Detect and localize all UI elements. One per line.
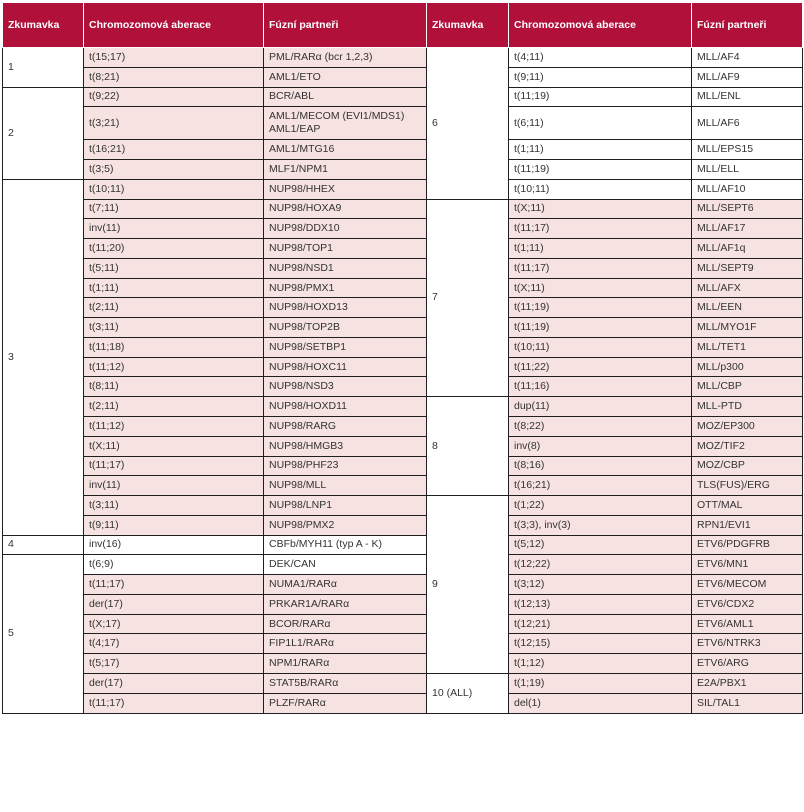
partners-cell: NUP98/LNP1 — [264, 496, 427, 516]
aberration-cell: t(9;22) — [84, 87, 264, 107]
aberration-cell-right: t(11;19) — [509, 318, 692, 338]
aberration-cell-right: t(11;19) — [509, 160, 692, 180]
table-row — [3, 298, 803, 318]
fusion-gene-table — [2, 2, 803, 812]
aberration-cell: t(11;17) — [84, 575, 264, 595]
aberration-cell: t(X;17) — [84, 614, 264, 634]
table-row — [3, 417, 803, 437]
partners-cell-right: MOZ/EP300 — [692, 417, 803, 437]
partners-cell-right: MOZ/TIF2 — [692, 436, 803, 456]
partners-cell-right: ETV6/NTRK3 — [692, 634, 803, 654]
partners-cell-right: ETV6/PDGFRB — [692, 535, 803, 555]
partners-cell-right: MLL/AF4 — [692, 48, 803, 68]
partners-cell: AML1/MECOM (EVI1/MDS1) AML1/EAP — [264, 107, 427, 140]
table-row — [3, 654, 803, 674]
aberration-cell: t(15;17) — [84, 48, 264, 68]
table-row — [3, 160, 803, 180]
aberration-cell-right: t(1;11) — [509, 239, 692, 259]
tube-cell: 3 — [3, 179, 84, 535]
partners-cell: NUP98/HOXD13 — [264, 298, 427, 318]
partners-cell-right: ETV6/AML1 — [692, 614, 803, 634]
aberration-cell-right: t(3;3), inv(3) — [509, 515, 692, 535]
partners-cell-right: TLS(FUS)/ERG — [692, 476, 803, 496]
partners-cell: NUP98/TOP2B — [264, 318, 427, 338]
partners-cell: NUP98/PHF23 — [264, 456, 427, 476]
aberration-cell-right: t(1;19) — [509, 673, 692, 693]
table-row — [3, 792, 803, 812]
aberration-cell-right: t(X;11) — [509, 278, 692, 298]
aberration-cell-right: del(1) — [509, 693, 692, 713]
partners-cell-right: ETV6/ARG — [692, 654, 803, 674]
header-partners: Fúzní partneři — [264, 3, 427, 48]
tube-cell: 5 — [3, 555, 84, 713]
partners-cell-right: MLL/CBP — [692, 377, 803, 397]
partners-cell-right: MLL/ENL — [692, 87, 803, 107]
tube-cell-right: 8 — [427, 397, 509, 496]
partners-cell-right: MLL/p300 — [692, 357, 803, 377]
aberration-cell: inv(11) — [84, 219, 264, 239]
partners-cell: NUP98/SETBP1 — [264, 337, 427, 357]
aberration-cell-right: t(10;11) — [509, 179, 692, 199]
partners-cell: STAT5B/RARα — [264, 673, 427, 693]
table-row — [3, 436, 803, 456]
partners-cell: PML/RARα (bcr 1,2,3) — [264, 48, 427, 68]
table-row — [3, 258, 803, 278]
tube-cell-right: 6 — [427, 48, 509, 200]
header-row — [3, 3, 803, 48]
aberration-cell-right: t(12;21) — [509, 614, 692, 634]
partners-cell-right: MLL/AF1q — [692, 239, 803, 259]
aberration-cell-right: t(11;22) — [509, 357, 692, 377]
aberration-cell-right: t(10;11) — [509, 337, 692, 357]
aberration-cell: t(6;9) — [84, 555, 264, 575]
aberration-cell: t(8;11) — [84, 377, 264, 397]
aberration-cell: inv(11) — [84, 476, 264, 496]
aberration-cell-right: t(X;11) — [509, 199, 692, 219]
partners-cell: NUP98/HOXD11 — [264, 397, 427, 417]
aberration-cell: t(2;11) — [84, 397, 264, 417]
tube-cell: 2 — [3, 87, 84, 179]
aberration-cell-right: t(11;19) — [509, 87, 692, 107]
partners-cell: NUP98/DDX10 — [264, 219, 427, 239]
aberration-cell-right: t(6;11) — [509, 107, 692, 140]
partners-cell: BCOR/RARα — [264, 614, 427, 634]
table-row — [3, 634, 803, 654]
aberration-cell: t(1;11) — [84, 278, 264, 298]
partners-cell-right: MLL/EEN — [692, 298, 803, 318]
table-row — [3, 673, 803, 693]
partners-cell-right: ETV6/MN1 — [692, 555, 803, 575]
aberration-cell: t(11;17) — [84, 693, 264, 713]
table-row — [3, 107, 803, 140]
partners-cell-right: MLL/AF10 — [692, 179, 803, 199]
table-row — [3, 140, 803, 160]
aberration-cell-right: t(12;22) — [509, 555, 692, 575]
partners-cell-right: MLL/AF17 — [692, 219, 803, 239]
partners-cell-right: OTT/MAL — [692, 496, 803, 516]
table-row — [3, 219, 803, 239]
aberration-cell-right: t(11;16) — [509, 377, 692, 397]
table-row — [3, 239, 803, 259]
table-row — [3, 535, 803, 555]
partners-cell: DEK/CAN — [264, 555, 427, 575]
table-row — [3, 555, 803, 575]
table-row — [3, 614, 803, 634]
table-row — [3, 67, 803, 87]
aberration-cell-right: t(12;15) — [509, 634, 692, 654]
aberration-cell-right: t(12;13) — [509, 594, 692, 614]
aberration-cell: t(11;17) — [84, 456, 264, 476]
partners-cell: NUP98/HMGB3 — [264, 436, 427, 456]
partners-cell: NUP98/TOP1 — [264, 239, 427, 259]
table-row — [3, 693, 803, 713]
partners-cell: NUP98/HOXC11 — [264, 357, 427, 377]
aberration-cell-right: t(1;12) — [509, 654, 692, 674]
aberration-cell: t(8;21) — [84, 67, 264, 87]
partners-cell: NUP98/HHEX — [264, 179, 427, 199]
aberration-cell: t(11;12) — [84, 417, 264, 437]
table-row — [3, 733, 803, 753]
table-row — [3, 594, 803, 614]
aberration-cell: t(3;5) — [84, 160, 264, 180]
table-row — [3, 397, 803, 417]
aberration-cell-right: t(11;17) — [509, 219, 692, 239]
partners-cell: FIP1L1/RARα — [264, 634, 427, 654]
table-row — [3, 278, 803, 298]
aberration-cell: t(11;18) — [84, 337, 264, 357]
aberration-cell: t(16;21) — [84, 140, 264, 160]
partners-cell: NPM1/RARα — [264, 654, 427, 674]
tube-cell: 4 — [3, 535, 84, 555]
partners-cell-right: MLL/AFX — [692, 278, 803, 298]
table-row — [3, 179, 803, 199]
table-row — [3, 713, 803, 733]
partners-cell-right: ETV6/CDX2 — [692, 594, 803, 614]
partners-cell-right: MLL/SEPT9 — [692, 258, 803, 278]
aberration-cell: t(9;11) — [84, 515, 264, 535]
aberration-cell-right: t(8;22) — [509, 417, 692, 437]
table-row — [3, 772, 803, 792]
aberration-cell-right: t(11;17) — [509, 258, 692, 278]
table-row — [3, 337, 803, 357]
partners-cell-right: MLL/ELL — [692, 160, 803, 180]
table-row — [3, 456, 803, 476]
table-row — [3, 318, 803, 338]
partners-cell: PRKAR1A/RARα — [264, 594, 427, 614]
aberration-cell: t(5;17) — [84, 654, 264, 674]
aberration-cell: der(17) — [84, 594, 264, 614]
aberration-cell: t(7;11) — [84, 199, 264, 219]
partners-cell: NUP98/HOXA9 — [264, 199, 427, 219]
partners-cell-right: MLL/AF6 — [692, 107, 803, 140]
partners-cell-right: MLL/EPS15 — [692, 140, 803, 160]
table-row — [3, 357, 803, 377]
table-row — [3, 515, 803, 535]
table-body — [3, 48, 803, 812]
table-row — [3, 753, 803, 773]
aberration-cell: t(4;17) — [84, 634, 264, 654]
tube-cell-right: 9 — [427, 496, 509, 674]
header-aberration: Chromozomová aberace — [84, 3, 264, 48]
tube-cell: 1 — [3, 48, 84, 88]
partners-cell: NUMA1/RARα — [264, 575, 427, 595]
aberration-cell-right: dup(11) — [509, 397, 692, 417]
partners-cell: CBFb/MYH11 (typ A - K) — [264, 535, 427, 555]
aberration-cell-right: t(8;16) — [509, 456, 692, 476]
partners-cell: PLZF/RARα — [264, 693, 427, 713]
aberration-cell: t(X;11) — [84, 436, 264, 456]
partners-cell-right: MOZ/CBP — [692, 456, 803, 476]
aberration-cell-right: t(1;11) — [509, 140, 692, 160]
partners-cell-right: ETV6/MECOM — [692, 575, 803, 595]
table-row — [3, 87, 803, 107]
aberration-cell: t(2;11) — [84, 298, 264, 318]
aberration-cell-right: t(9;11) — [509, 67, 692, 87]
partners-cell: AML1/MTG16 — [264, 140, 427, 160]
aberration-cell: der(17) — [84, 673, 264, 693]
table-row — [3, 496, 803, 516]
partners-cell-right: MLL/SEPT6 — [692, 199, 803, 219]
partners-cell-right: MLL/TET1 — [692, 337, 803, 357]
partners-cell: AML1/ETO — [264, 67, 427, 87]
partners-cell-right: MLL/AF9 — [692, 67, 803, 87]
aberration-cell: t(3;11) — [84, 496, 264, 516]
aberration-cell: t(11;20) — [84, 239, 264, 259]
aberration-cell-right: inv(8) — [509, 436, 692, 456]
aberration-cell: t(3;11) — [84, 318, 264, 338]
partners-cell: BCR/ABL — [264, 87, 427, 107]
partners-cell-right: MLL-PTD — [692, 397, 803, 417]
partners-cell: MLF1/NPM1 — [264, 160, 427, 180]
aberration-cell-right: t(1;22) — [509, 496, 692, 516]
aberration-cell: t(3;21) — [84, 107, 264, 140]
aberration-cell: t(5;11) — [84, 258, 264, 278]
tube-cell-right: 10 (ALL) — [427, 673, 509, 713]
partners-cell: NUP98/MLL — [264, 476, 427, 496]
partners-cell: NUP98/NSD1 — [264, 258, 427, 278]
partners-cell-right: RPN1/EVI1 — [692, 515, 803, 535]
aberration-cell: inv(16) — [84, 535, 264, 555]
partners-cell: NUP98/PMX1 — [264, 278, 427, 298]
table-row — [3, 199, 803, 219]
aberration-cell-right: t(16;21) — [509, 476, 692, 496]
aberration-cell: t(11;12) — [84, 357, 264, 377]
partners-cell-right: SIL/TAL1 — [692, 693, 803, 713]
aberration-cell: t(10;11) — [84, 179, 264, 199]
partners-cell: NUP98/PMX2 — [264, 515, 427, 535]
partners-cell: NUP98/NSD3 — [264, 377, 427, 397]
partners-cell: NUP98/RARG — [264, 417, 427, 437]
table-row — [3, 575, 803, 595]
header-tube: Zkumavka — [3, 3, 84, 48]
header-tube-right: Zkumavka — [427, 3, 509, 48]
header-aberration-right: Chromozomová aberace — [509, 3, 692, 48]
aberration-cell-right: t(4;11) — [509, 48, 692, 68]
table-row — [3, 476, 803, 496]
aberration-cell-right: t(3;12) — [509, 575, 692, 595]
tube-cell-right: 7 — [427, 199, 509, 397]
partners-cell-right: MLL/MYO1F — [692, 318, 803, 338]
partners-cell-right: E2A/PBX1 — [692, 673, 803, 693]
header-partners-right: Fúzní partneři — [692, 3, 803, 48]
table-row — [3, 48, 803, 68]
aberration-cell-right: t(5;12) — [509, 535, 692, 555]
aberration-cell-right: t(11;19) — [509, 298, 692, 318]
table-row — [3, 377, 803, 397]
